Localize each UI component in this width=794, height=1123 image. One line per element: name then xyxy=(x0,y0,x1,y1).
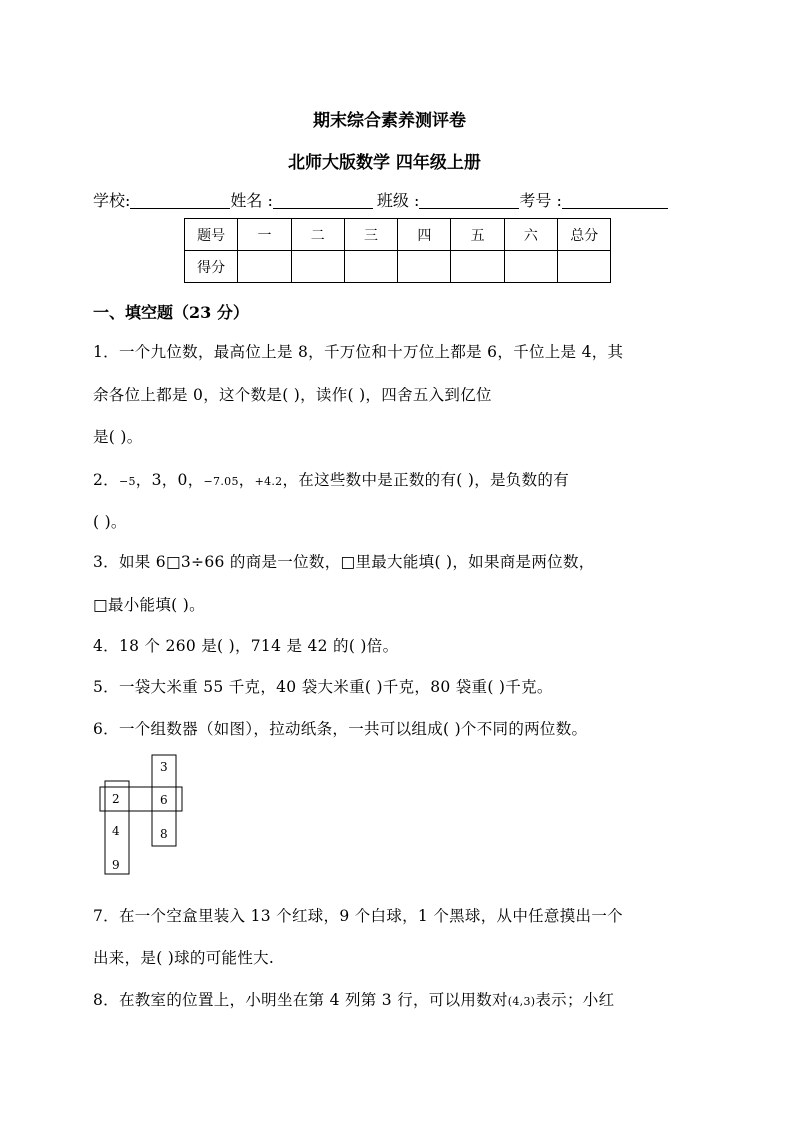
question-6-line-1: 6．一个组数器（如图），拉动纸条，一共可以组成( )个不同的两位数。 xyxy=(93,720,588,738)
student-info-row xyxy=(93,188,668,211)
question-5-line-1: 5．一袋大米重 55 千克，40 袋大米重( )千克，80 袋重( )千克。 xyxy=(93,678,553,696)
exam-no-blank[interactable] xyxy=(562,192,668,209)
name-blank[interactable] xyxy=(273,192,373,209)
score-cell[interactable] xyxy=(451,251,504,283)
score-cell[interactable] xyxy=(398,251,451,283)
school-blank[interactable] xyxy=(130,192,230,209)
question-8-text: 8．在教室的位置上，小明坐在第 4 列第 3 行，可以用数对 xyxy=(93,991,508,1009)
score-header-cell: 五 xyxy=(451,219,504,251)
score-cell[interactable] xyxy=(558,251,611,283)
number-neg7-05: −7.05 xyxy=(203,475,239,488)
score-header-cell: 三 xyxy=(344,219,397,251)
score-table-score-row xyxy=(185,251,611,283)
score-header-cell: 六 xyxy=(504,219,557,251)
question-1-line-3: 是( )。 xyxy=(93,428,143,446)
right-strip-digit: 3 xyxy=(160,760,168,774)
question-2-line-2: ( )。 xyxy=(93,513,127,531)
question-3-line-2: □最小能填( )。 xyxy=(93,596,205,614)
score-header-cell: 题号 xyxy=(185,219,238,251)
question-1-line-1: 1．一个九位数，最高位上是 8，千万位和十万位上都是 6，千位上是 4，其 xyxy=(93,343,624,361)
question-4-line-1: 4．18 个 260 是( )，714 是 42 的( )倍。 xyxy=(93,637,399,655)
question-8-line-1 xyxy=(93,988,614,1010)
left-strip-digit: 9 xyxy=(112,858,120,872)
coordinate-pair: (4,3) xyxy=(507,995,536,1008)
left-strip-digit: 2 xyxy=(112,792,120,806)
right-strip-digit: 6 xyxy=(160,793,168,807)
page-subtitle: 北师大版数学 四年级上册 xyxy=(288,153,481,173)
score-header-cell: 总分 xyxy=(558,219,611,251)
question-7-line-1: 7．在一个空盒里装入 13 个红球，9 个白球，1 个黑球，从中任意摸出一个 xyxy=(93,907,623,925)
question-2-comma: ， xyxy=(238,471,255,489)
score-header-cell: 二 xyxy=(291,219,344,251)
score-header-cell: 四 xyxy=(398,219,451,251)
score-cell[interactable] xyxy=(504,251,557,283)
question-2-rest: ，在这些数中是正数的有( )，是负数的有 xyxy=(282,471,570,489)
class-blank[interactable] xyxy=(419,192,519,209)
score-cell[interactable] xyxy=(291,251,344,283)
question-7-line-2: 出来，是( )球的可能性大. xyxy=(93,949,275,967)
score-header-cell: 一 xyxy=(238,219,291,251)
score-table-header-row xyxy=(185,219,611,251)
name-label: 姓名 : xyxy=(230,191,273,210)
question-2-number: 2． xyxy=(93,471,119,489)
question-3-line-1: 3．如果 6□3÷66 的商是一位数，□里最大能填( )，如果商是两位数， xyxy=(93,553,595,571)
score-cell[interactable] xyxy=(238,251,291,283)
number-neg5: −5 xyxy=(118,475,136,488)
number-combiner-figure xyxy=(96,752,188,878)
exam-no-label: 考号 : xyxy=(519,191,562,210)
page-title: 期末综合素养测评卷 xyxy=(313,111,466,131)
number-pos4-2: +4.2 xyxy=(254,475,283,488)
question-2-line-1 xyxy=(93,468,569,490)
question-2-text: ，3，0， xyxy=(135,471,204,489)
class-label: 班级 : xyxy=(376,191,420,210)
right-strip-digit: 8 xyxy=(160,827,168,841)
school-label: 学校: xyxy=(93,191,131,210)
score-table xyxy=(184,218,611,283)
score-cell[interactable] xyxy=(344,251,397,283)
question-8-text-end: 表示；小红 xyxy=(535,991,615,1009)
question-1-line-2: 余各位上都是 0，这个数是( )，读作( )，四舍五入到亿位 xyxy=(93,386,492,404)
score-row-label: 得分 xyxy=(185,251,238,283)
section-heading: 一、填空题（23 分） xyxy=(93,303,249,322)
left-strip-digit: 4 xyxy=(112,824,120,838)
